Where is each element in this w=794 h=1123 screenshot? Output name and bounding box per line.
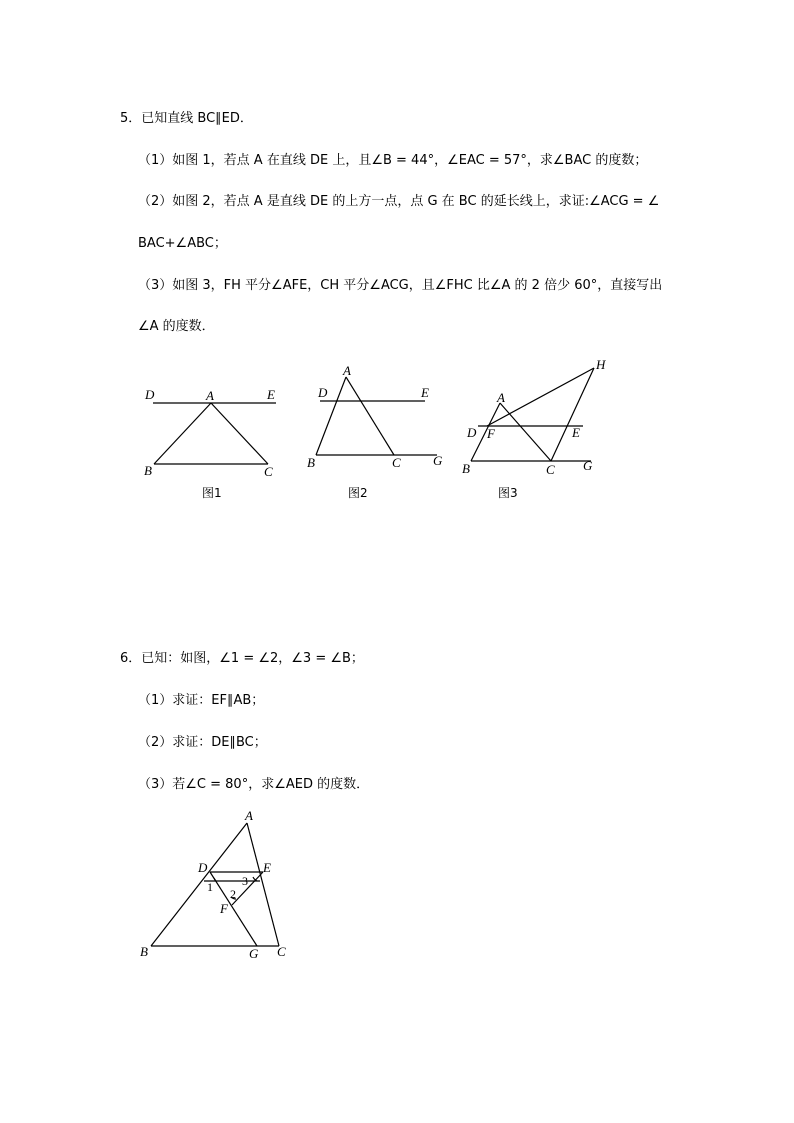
- fig2-label-G: G: [433, 453, 443, 468]
- problem5-q1: （1）如图 1，若点 A 在直线 DE 上，且∠B = 44°，∠EAC = 57°，求∠BAC 的度数；: [138, 153, 648, 168]
- fig3-caption: 图3: [498, 486, 518, 500]
- p6-label-E: E: [263, 860, 271, 875]
- fig3-label-F: F: [487, 426, 495, 441]
- p6-label-A: A: [245, 808, 253, 823]
- p6-label-D: D: [198, 860, 208, 875]
- fig3-label-B: B: [462, 461, 470, 476]
- fig3-label-C: C: [546, 462, 555, 477]
- problem6-q2: （2）求证：DE∥BC；: [138, 735, 267, 750]
- fig3-label-E: E: [572, 425, 580, 440]
- fig1-label-D: D: [145, 387, 155, 402]
- fig1-label-B: B: [144, 463, 152, 478]
- fig3-label-H: H: [596, 357, 606, 372]
- problem5-q2-line1: （2）如图 2，若点 A 是直线 DE 的上方一点，点 G 在 BC 的延长线上，求证:∠ACG = ∠: [138, 194, 660, 209]
- fig1-label-C: C: [264, 464, 273, 479]
- fig1-label-A: A: [206, 388, 214, 403]
- fig2-label-B: B: [307, 455, 315, 470]
- fig3-label-A: A: [497, 390, 505, 405]
- fig1-label-E: E: [267, 387, 275, 402]
- p6-angle-3: 3: [242, 874, 248, 888]
- problem5-q3-line2: ∠A 的度数．: [138, 319, 215, 334]
- problem6-q1: （1）求证：EF∥AB；: [138, 693, 265, 708]
- p6-label-G: G: [249, 946, 259, 961]
- problem6-stem: 6．已知：如图，∠1 = ∠2，∠3 = ∠B；: [120, 651, 364, 666]
- fig2-label-E: E: [421, 385, 429, 400]
- p6-angle-1: 1: [207, 880, 213, 894]
- p6-label-F: F: [220, 901, 228, 916]
- p6-label-C: C: [277, 944, 286, 959]
- fig3-label-G: G: [583, 458, 593, 473]
- p6-angle-2: 2: [230, 887, 236, 901]
- problem5-q3-line1: （3）如图 3，FH 平分∠AFE，CH 平分∠ACG，且∠FHC 比∠A 的 2 倍少 60°，直接写出: [138, 278, 663, 293]
- fig1-caption: 图1: [202, 486, 222, 500]
- p6-label-B: B: [140, 944, 148, 959]
- fig2-label-A: A: [343, 363, 351, 378]
- fig3-label-D: D: [467, 425, 477, 440]
- fig2-label-D: D: [318, 385, 328, 400]
- problem6-q3: （3）若∠C = 80°，求∠AED 的度数．: [138, 777, 370, 792]
- fig2-label-C: C: [392, 455, 401, 470]
- problem5-stem: 5．已知直线 BC∥ED．: [120, 111, 253, 126]
- problem5-q2-line2: BAC+∠ABC；: [138, 236, 227, 251]
- fig2-caption: 图2: [348, 486, 368, 500]
